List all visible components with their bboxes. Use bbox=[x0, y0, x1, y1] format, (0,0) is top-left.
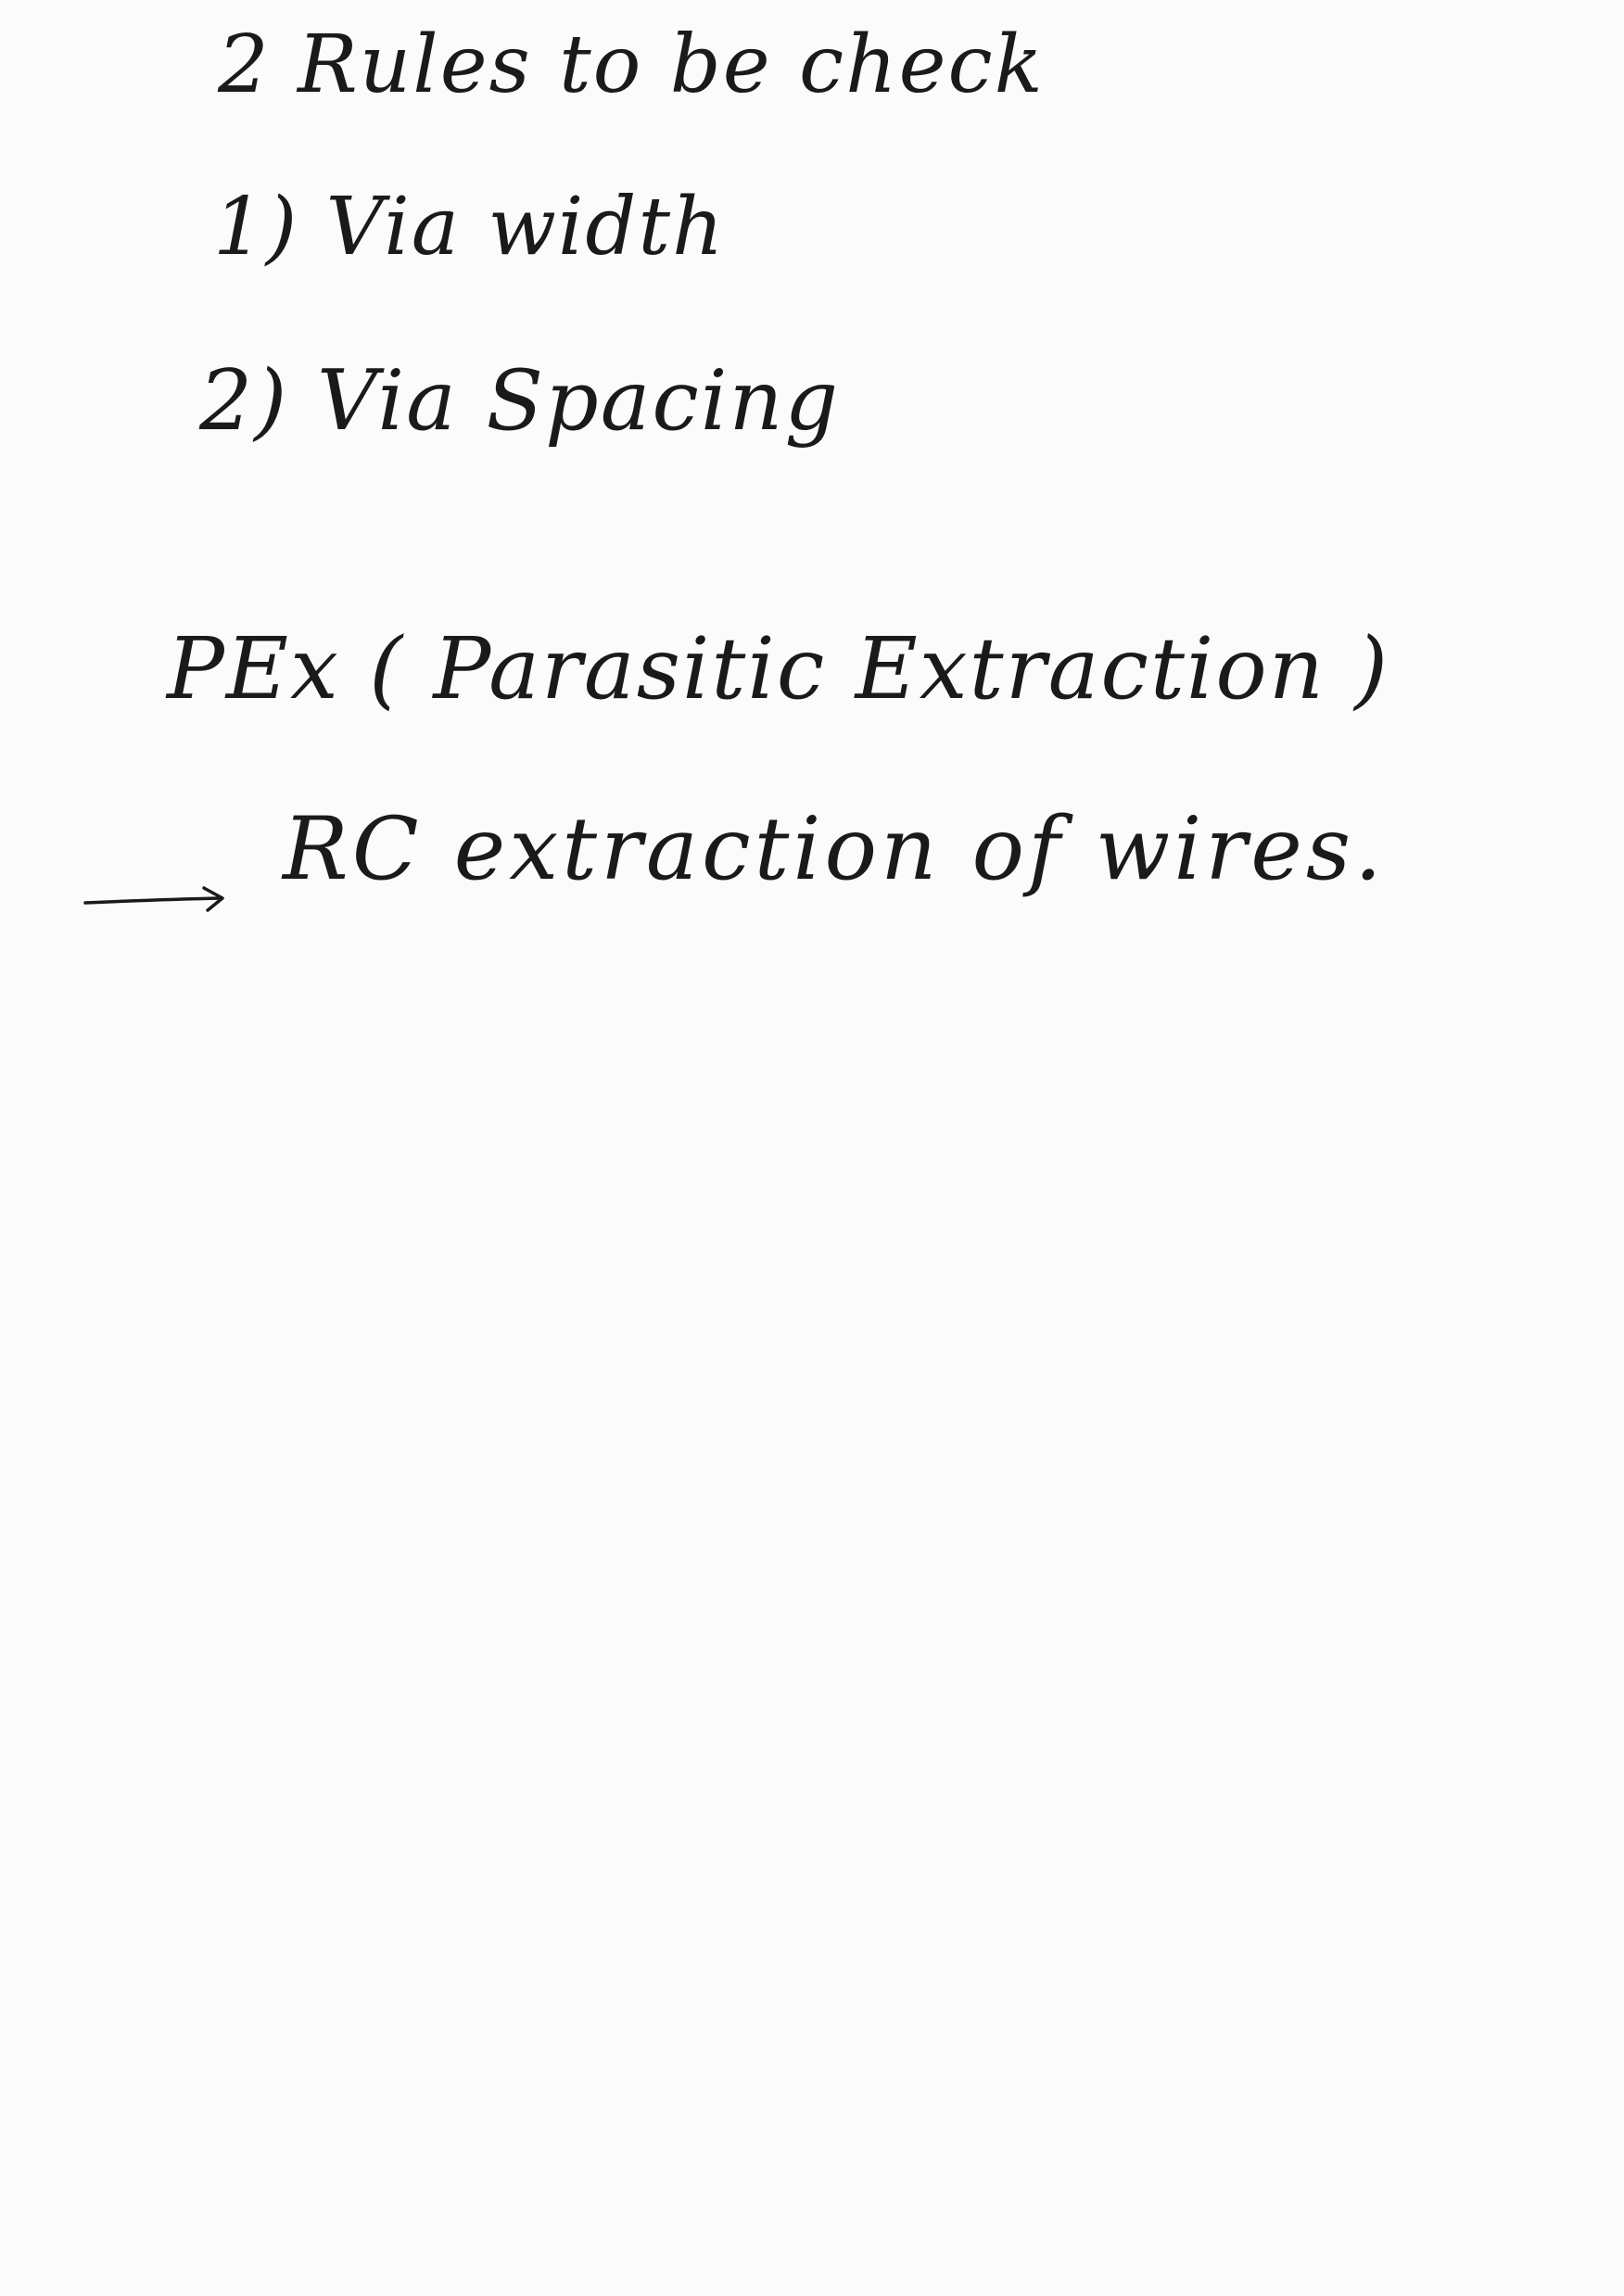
right-arrow-icon bbox=[82, 879, 239, 916]
note-line-pex: PEx ( Parasitic Extraction ) bbox=[167, 619, 1390, 718]
note-line-via-width: 1) Via width bbox=[213, 181, 726, 273]
note-line-rc-extraction: RC extraction of wires. bbox=[283, 799, 1386, 900]
note-line-rules-heading: 2 Rules to be check bbox=[218, 19, 1045, 111]
note-line-via-spacing: 2) Via Spacing bbox=[199, 352, 841, 450]
